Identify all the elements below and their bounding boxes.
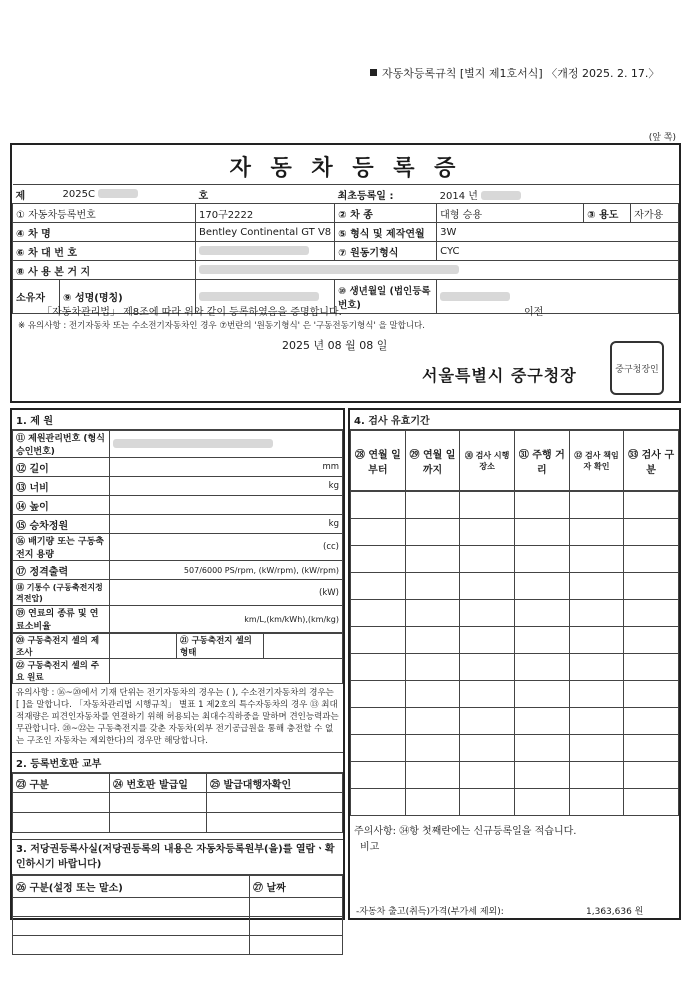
inspection-cell: [405, 708, 460, 735]
inspection-cell: [460, 627, 515, 654]
name-label: ④ 차 명: [13, 223, 196, 242]
inspection-cell: [460, 762, 515, 789]
inspection-cell: [514, 789, 569, 816]
inspection-section: [348, 408, 681, 920]
certificate-title: 자 동 차 등 록 증: [229, 156, 462, 181]
birth-value: [437, 280, 679, 314]
spec-row-value: (cc): [110, 534, 343, 561]
inspection-cell: [569, 789, 624, 816]
inspection-cell: [351, 735, 406, 762]
plate-cell: [207, 793, 343, 813]
inspection-cell: [569, 735, 624, 762]
battery-maker-value: [110, 634, 177, 659]
inspect-col-place: ㉚ 검사 시행장소: [460, 431, 515, 491]
spec-note: 유의사항 : ⑯~⑳에서 기재 단위는 전기자동차의 경우는 ( ), 수소전기자동차의 경우는 [ ]을 말합니다. 「자동차관리법 시행규칙」 별표 1 제2호의 특수자동차의 경우 ⑬ 최대적재량은 피견인자동차를 연결하기 위해 허용되는 최대수직하중을 말하며 견인능력과는 무관합니다. ⑳~㉒는 구동축전지를 갖춘 자동차(외부 전기공급원을 통해 충전할 수 없는 구조인 자동차는 제외한다)의 경우만 해당합니다.: [12, 684, 343, 753]
inspection-cell: [569, 681, 624, 708]
inspection-cell: [351, 681, 406, 708]
reg-no-value: 170구2222: [196, 204, 335, 223]
inspection-cell: [569, 762, 624, 789]
inspection-cell: [351, 654, 406, 681]
inspection-cell: [624, 573, 679, 600]
inspection-cell: [624, 492, 679, 519]
inspection-cell: [624, 546, 679, 573]
inspection-cell: [569, 654, 624, 681]
inspection-cell: [624, 519, 679, 546]
form-reference: 자동차등록규칙 [별지 제1호서식] 〈개정 2025. 2. 17.〉: [370, 65, 659, 81]
plate-cell: [110, 793, 207, 813]
inspection-cell: [624, 762, 679, 789]
plate-cell: [13, 813, 110, 833]
inspection-row: [351, 654, 679, 681]
cert-no-value: 2025C: [60, 185, 196, 204]
mortgage-col-date: ㉗ 날짜: [250, 876, 343, 898]
type-value: 대형 승용: [437, 204, 584, 223]
inspection-cell: [460, 492, 515, 519]
inspection-row: [351, 789, 679, 816]
price-label: -자동차 출고(취득)가격(부가세 제외):: [356, 907, 504, 917]
price-value: 1,363,636 원: [586, 907, 644, 917]
spec-row-value: kg: [110, 477, 343, 496]
battery-form-label: ㉑ 구동축전지 셀의 형태: [177, 634, 264, 659]
cert-ho: 호: [196, 185, 335, 204]
issuer-name: 서울특별시 중구청장: [422, 366, 577, 385]
inspection-cell: [351, 546, 406, 573]
inspection-cell: [405, 654, 460, 681]
spec-row-label: ⑮ 승차정원: [13, 515, 110, 534]
battery-maker-label: ⑳ 구동축전지 셀의 제조사: [13, 634, 110, 659]
inspection-rows: [350, 491, 679, 816]
inspection-cell: [624, 627, 679, 654]
inspection-cell: [351, 573, 406, 600]
inspection-row: [351, 546, 679, 573]
inspection-cell: [351, 492, 406, 519]
inspection-cell: [351, 708, 406, 735]
vin-value: [196, 242, 335, 261]
inspect-col-mileage: ㉛ 주행 거리: [514, 431, 569, 491]
spec-row-label: ⑭ 높이: [13, 496, 110, 515]
base-value: [196, 261, 679, 280]
inspection-row: [351, 681, 679, 708]
plate-cell: [13, 793, 110, 813]
vin-label: ⑥ 차 대 번 호: [13, 242, 196, 261]
inspection-cell: [405, 789, 460, 816]
inspection-table: [350, 430, 679, 491]
engine-value: CYC: [437, 242, 679, 261]
inspection-row: [351, 708, 679, 735]
inspection-cell: [405, 735, 460, 762]
mortgage-section-title: 3. 저당권등록사실(저당권등록의 내용은 자동차등록원부(을)를 열람ㆍ확인하시기 바랍니다): [12, 839, 343, 875]
inspect-col-to: ㉙ 연월 일까지: [405, 431, 460, 491]
inspection-cell: [351, 627, 406, 654]
remark-label: 비고: [360, 842, 380, 853]
inspection-cell: [624, 600, 679, 627]
first-reg-value: 2014 년: [437, 185, 679, 204]
model-label: ⑤ 형식 및 제작연월: [335, 223, 437, 242]
inspection-cell: [460, 573, 515, 600]
use-value: 자가용: [631, 204, 679, 223]
spec-row-value: [110, 431, 343, 458]
inspection-cell: [569, 600, 624, 627]
spec-row-label: ⑬ 너비: [13, 477, 110, 496]
plate-table: [12, 773, 343, 833]
inspection-cell: [624, 708, 679, 735]
mortgage-col-type: ㉖ 구분(설정 또는 말소): [13, 876, 250, 898]
inspection-cell: [569, 573, 624, 600]
mortgage-cell: [250, 936, 343, 955]
inspection-cell: [405, 573, 460, 600]
battery-material-label: ㉒ 구동축전지 셀의 주요 원료: [13, 659, 110, 684]
mortgage-cell: [13, 898, 250, 917]
inspection-row: [351, 762, 679, 789]
mortgage-cell: [13, 917, 250, 936]
spec-row-label: ⑫ 길이: [13, 458, 110, 477]
inspection-cell: [405, 519, 460, 546]
spec-row-value: [110, 496, 343, 515]
spec-row-label: ⑯ 배기량 또는 구동축전지 용량: [13, 534, 110, 561]
mortgage-cell: [13, 936, 250, 955]
registration-certificate: [10, 143, 681, 403]
use-label: ③ 용도: [584, 204, 631, 223]
spec-row-value: kg: [110, 515, 343, 534]
battery-table: [12, 633, 343, 684]
inspection-cell: [351, 762, 406, 789]
square-bullet-icon: [370, 69, 377, 76]
left-column: [10, 408, 345, 920]
inspection-cell: [514, 681, 569, 708]
inspection-row: [351, 600, 679, 627]
name-value: Bentley Continental GT V8: [196, 223, 335, 242]
spec-row-value: km/L,(km/kWh),(km/kg): [110, 606, 343, 633]
engine-label: ⑦ 원동기형식: [335, 242, 437, 261]
inspect-col-kind: ㉝ 검사 구분: [624, 431, 679, 491]
inspection-cell: [405, 600, 460, 627]
inspect-col-from: ㉘ 연월 일부터: [351, 431, 406, 491]
inspection-cell: [624, 654, 679, 681]
inspection-cell: [624, 789, 679, 816]
inspection-cell: [569, 708, 624, 735]
spec-section-title: 1. 제 원: [12, 410, 343, 430]
inspect-col-inspector: ㉜ 검사 책임자 확인: [569, 431, 624, 491]
inspection-cell: [514, 546, 569, 573]
inspection-row: [351, 519, 679, 546]
inspection-cell: [569, 627, 624, 654]
mortgage-cell: [250, 898, 343, 917]
inspection-cell: [460, 708, 515, 735]
inspection-cell: [569, 519, 624, 546]
inspect-note: 주의사항: ㉞항 첫째란에는 신규등록일을 적습니다.: [354, 826, 577, 837]
plate-section-title: 2. 등록번호판 교부: [12, 753, 343, 773]
inspection-cell: [405, 627, 460, 654]
inspection-row: [351, 573, 679, 600]
spec-row-value: 507/6000 PS/rpm, (kW/rpm), (kW/rpm): [110, 561, 343, 580]
mortgage-table: [12, 875, 343, 955]
owner-label: 소유자: [13, 280, 60, 314]
plate-cell: [110, 813, 207, 833]
inspection-row: [351, 492, 679, 519]
first-reg-label: 최초등록일 :: [335, 185, 437, 204]
certificate-table: [12, 184, 679, 314]
spec-row-label: ⑱ 기통수 (구동축전지정격전압): [13, 580, 110, 606]
inspection-cell: [514, 735, 569, 762]
spec-table: [12, 430, 343, 633]
inspection-cell: [514, 708, 569, 735]
inspect-section-title: 4. 검사 유효기간: [350, 410, 679, 430]
spec-row-label: ⑪ 제원관리번호 (형식승인번호): [13, 431, 110, 458]
cert-note: ※ 유의사항 : 전기자동차 또는 수소전기자동차인 경우 ⑦번란의 '원동기형식' 은 '구동전동기형식' 을 말합니다.: [18, 321, 425, 331]
battery-material-value: [110, 659, 343, 684]
inspection-cell: [569, 546, 624, 573]
inspection-row: [351, 735, 679, 762]
base-label: ⑧ 사 용 본 거 지: [13, 261, 196, 280]
inspection-cell: [514, 654, 569, 681]
plate-col-confirm: ㉕ 발급대행자확인: [207, 774, 343, 793]
plate-col-type: ㉓ 구분: [13, 774, 110, 793]
inspection-cell: [624, 735, 679, 762]
front-side-label: (앞 쪽): [648, 133, 676, 143]
inspection-cell: [460, 546, 515, 573]
official-seal: 중구청장인: [610, 341, 664, 395]
inspection-cell: [514, 573, 569, 600]
type-label: ② 차 종: [335, 204, 437, 223]
inspection-cell: [405, 492, 460, 519]
inspection-cell: [460, 735, 515, 762]
issue-date: 2025 년 08 월 08 일: [282, 339, 388, 352]
plate-cell: [207, 813, 343, 833]
inspection-cell: [351, 789, 406, 816]
inspection-row: [351, 627, 679, 654]
inspection-cell: [460, 519, 515, 546]
inspection-cell: [460, 681, 515, 708]
spec-row-value: mm: [110, 458, 343, 477]
spec-row-value: (kW): [110, 580, 343, 606]
cert-no-label: 제: [13, 185, 60, 204]
battery-form-value: [264, 634, 343, 659]
model-value: 3W: [437, 223, 679, 242]
mortgage-cell: [250, 917, 343, 936]
inspection-cell: [460, 654, 515, 681]
birth-label: ⑩ 생년월일 (법인등록번호): [335, 280, 437, 314]
reg-no-label: ① 자동차등록번호: [13, 204, 196, 223]
inspection-cell: [514, 492, 569, 519]
inspection-cell: [351, 519, 406, 546]
inspection-cell: [460, 600, 515, 627]
inspection-cell: [514, 762, 569, 789]
spec-row-label: ⑲ 연료의 종류 및 연료소비율: [13, 606, 110, 633]
inspection-cell: [514, 600, 569, 627]
certification-statement: 「자동차관리법」 제8조에 따라 위와 같이 등록하였음을 증명합니다.: [42, 307, 342, 318]
inspection-cell: [405, 762, 460, 789]
inspection-cell: [460, 789, 515, 816]
spec-row-label: ⑰ 정격출력: [13, 561, 110, 580]
inspection-cell: [514, 519, 569, 546]
inspection-cell: [624, 681, 679, 708]
inspection-cell: [405, 546, 460, 573]
inspection-cell: [351, 600, 406, 627]
inspection-cell: [405, 681, 460, 708]
owner-name-label: ⑨ 성명(명칭): [60, 280, 196, 314]
inspection-cell: [569, 492, 624, 519]
inspection-cell: [514, 627, 569, 654]
prior-label: 이전: [524, 307, 544, 318]
plate-col-date: ㉔ 번호판 발급일: [110, 774, 207, 793]
